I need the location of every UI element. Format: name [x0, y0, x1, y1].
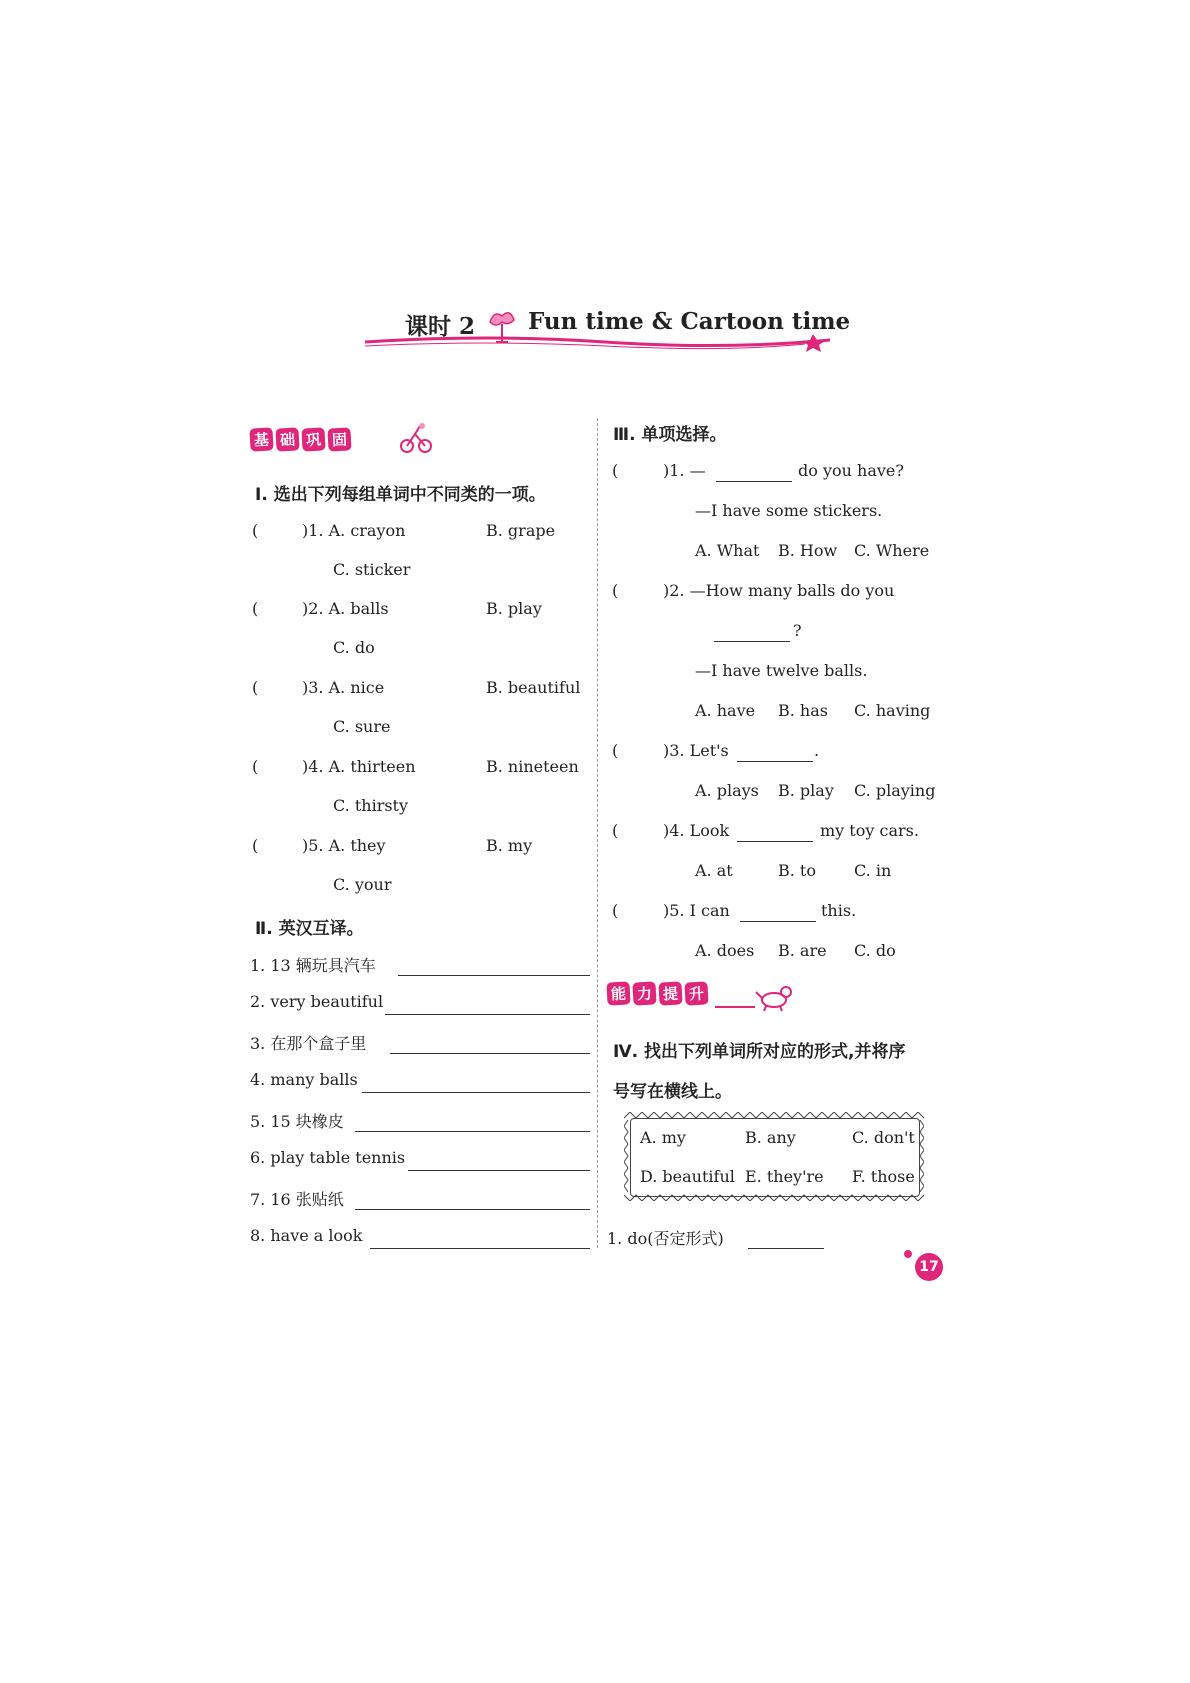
- option-c: C. do: [333, 638, 375, 657]
- dog-icon: [752, 982, 794, 1012]
- answer-line[interactable]: [355, 1209, 590, 1210]
- option-a: A. have: [695, 701, 756, 720]
- option-c: C. do: [854, 941, 896, 960]
- question-stem: )5. I can: [663, 901, 730, 920]
- option-a: )4. A. thirteen: [302, 757, 416, 776]
- option-b: B. grape: [486, 521, 556, 540]
- option-a: )1. A. crayon: [302, 521, 406, 540]
- translation-item: 7. 16 张贴纸: [250, 1190, 344, 1209]
- paren: (: [612, 461, 619, 480]
- option-c: C. your: [333, 875, 392, 894]
- translation-item: 3. 在那个盒子里: [250, 1034, 367, 1053]
- basics-badge: [250, 428, 351, 451]
- section3-heading: Ⅲ. 单项选择。: [613, 425, 727, 445]
- word-option: D. beautiful: [640, 1167, 735, 1186]
- option-a: )2. A. balls: [302, 599, 389, 618]
- question-text: this.: [821, 901, 857, 920]
- bicycle-icon: [398, 420, 434, 456]
- option-c: C. in: [854, 861, 892, 880]
- section2-heading: Ⅱ. 英汉互译。: [255, 919, 364, 939]
- badge-char: 基: [249, 427, 273, 451]
- word-option: F. those: [852, 1167, 915, 1186]
- answer-line[interactable]: [370, 1248, 590, 1249]
- word-option: E. they're: [745, 1167, 824, 1186]
- word-option: A. my: [640, 1128, 686, 1147]
- option-b: B. are: [778, 941, 827, 960]
- question-reply: —I have some stickers.: [695, 501, 883, 520]
- badge-char: 提: [658, 981, 682, 1005]
- answer-line[interactable]: [737, 841, 813, 842]
- option-b: B. has: [778, 701, 828, 720]
- answer-line[interactable]: [390, 1053, 590, 1054]
- badge-char: 础: [275, 427, 299, 451]
- option-c: C. playing: [854, 781, 936, 800]
- badge-char: 固: [327, 427, 351, 451]
- question-text: do you have?: [798, 461, 904, 480]
- badge-underline: [715, 1006, 755, 1008]
- badge-char: 力: [632, 981, 656, 1005]
- translation-item: 2. very beautiful: [250, 992, 384, 1011]
- answer-line[interactable]: [385, 1014, 590, 1015]
- answer-line[interactable]: [748, 1248, 824, 1249]
- option-a: A. plays: [695, 781, 759, 800]
- answer-line[interactable]: [362, 1092, 590, 1093]
- option-c: C. thirsty: [333, 796, 409, 815]
- option-c: C. having: [854, 701, 931, 720]
- badge-char: 能: [606, 981, 630, 1005]
- option-b: B. my: [486, 836, 533, 855]
- option-a: A. What: [695, 541, 760, 560]
- word-option: B. any: [745, 1128, 796, 1147]
- paren: (: [612, 741, 619, 760]
- answer-line[interactable]: [737, 761, 813, 762]
- paren: (: [252, 757, 259, 776]
- option-c: C. sticker: [333, 560, 411, 579]
- question-stem: )3. Let's: [663, 741, 729, 760]
- section4-heading-line2: 号写在横线上。: [613, 1082, 732, 1102]
- question-stem: )2. —How many balls do you: [663, 581, 895, 600]
- section4-item: 1. do(否定形式): [607, 1229, 724, 1248]
- paren: (: [252, 599, 259, 618]
- question-text: ?: [793, 621, 802, 640]
- translation-item: 6. play table tennis: [250, 1148, 406, 1167]
- word-option: C. don't: [852, 1128, 915, 1147]
- section4-heading-line1: Ⅳ. 找出下列单词所对应的形式,并将序: [613, 1042, 906, 1062]
- option-b: B. play: [778, 781, 834, 800]
- option-b: B. beautiful: [486, 678, 581, 697]
- question-text: .: [814, 741, 820, 760]
- option-b: B. nineteen: [486, 757, 579, 776]
- paren: (: [612, 901, 619, 920]
- option-b: B. play: [486, 599, 542, 618]
- page-number-dot: [904, 1250, 912, 1258]
- option-b: B. to: [778, 861, 816, 880]
- paren: (: [252, 521, 259, 540]
- translation-item: 5. 15 块橡皮: [250, 1112, 344, 1131]
- column-divider: [597, 418, 598, 1248]
- answer-line[interactable]: [408, 1170, 590, 1171]
- paren: (: [252, 678, 259, 697]
- question-stem: )1. —: [663, 461, 706, 480]
- section1-heading: Ⅰ. 选出下列每组单词中不同类的一项。: [255, 485, 546, 505]
- answer-line[interactable]: [716, 481, 792, 482]
- paren: (: [612, 821, 619, 840]
- option-c: C. sure: [333, 717, 391, 736]
- option-b: B. How: [778, 541, 838, 560]
- answer-line[interactable]: [355, 1131, 590, 1132]
- paren: (: [252, 836, 259, 855]
- title-underline: [365, 332, 830, 352]
- lesson-topic: Fun time & Cartoon time: [528, 308, 851, 335]
- option-c: C. Where: [854, 541, 930, 560]
- translation-item: 1. 13 辆玩具汽车: [250, 956, 376, 975]
- question-reply: —I have twelve balls.: [695, 661, 868, 680]
- ability-badge: [607, 982, 708, 1005]
- translation-item: 4. many balls: [250, 1070, 358, 1089]
- translation-item: 8. have a look: [250, 1226, 363, 1245]
- badge-char: 升: [684, 981, 708, 1005]
- answer-line[interactable]: [740, 921, 816, 922]
- badge-char: 巩: [301, 427, 325, 451]
- question-text: my toy cars.: [820, 821, 919, 840]
- answer-line[interactable]: [398, 975, 590, 976]
- option-a: )3. A. nice: [302, 678, 385, 697]
- option-a: )5. A. they: [302, 836, 386, 855]
- question-stem: )4. Look: [663, 821, 730, 840]
- option-a: A. does: [695, 941, 755, 960]
- paren: (: [612, 581, 619, 600]
- lesson-title: 课时 2: [405, 313, 476, 340]
- answer-line[interactable]: [714, 641, 790, 642]
- page-number: 17: [915, 1253, 943, 1281]
- option-a: A. at: [695, 861, 733, 880]
